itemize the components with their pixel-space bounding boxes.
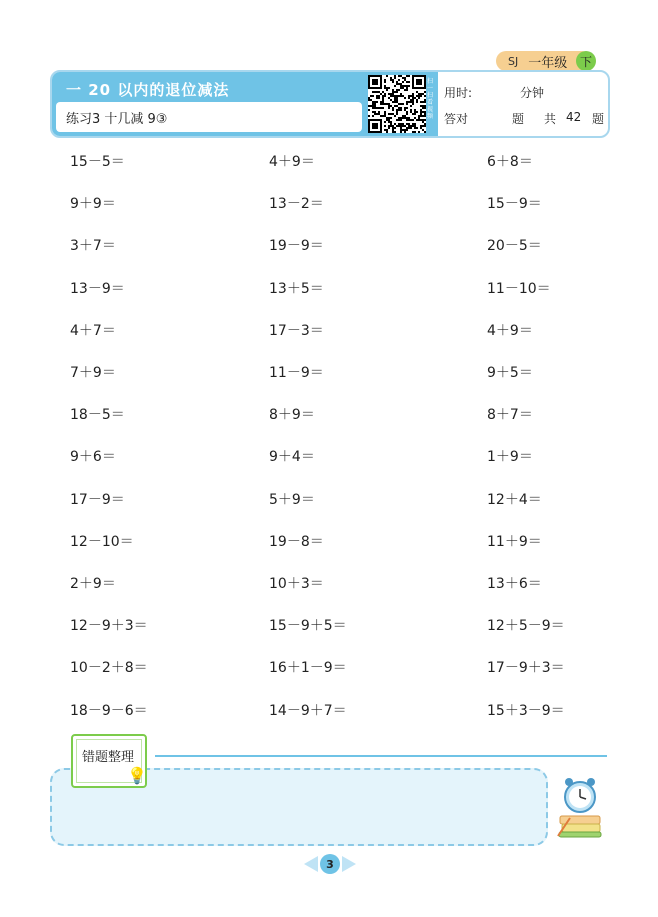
math-problem: 20－5＝ xyxy=(487,238,542,255)
header-left-panel xyxy=(52,72,438,136)
math-problem: 12＋4＝ xyxy=(487,491,542,508)
math-problem: 19－8＝ xyxy=(269,533,324,550)
math-problem: 10＋3＝ xyxy=(269,576,324,592)
total-count: 42 xyxy=(566,110,582,124)
math-problem: 8＋7＝ xyxy=(487,407,533,424)
math-problem: 9＋9＝ xyxy=(70,196,116,213)
qr-code-icon[interactable] xyxy=(368,75,426,133)
math-problem: 3＋7＝ xyxy=(70,238,116,255)
math-problem: 15－9＝ xyxy=(487,196,542,213)
time-unit: 分钟 xyxy=(520,86,545,100)
lesson-header xyxy=(50,70,610,138)
qr-code-graphic xyxy=(368,75,426,133)
math-problem: 11－10＝ xyxy=(487,280,551,297)
math-problem: 4＋7＝ xyxy=(70,322,116,339)
math-problem: 9＋5＝ xyxy=(487,365,533,381)
math-problem: 12－9＋3＝ xyxy=(70,618,148,635)
math-problem: 2＋9＝ xyxy=(70,576,116,592)
math-problem: 13＋6＝ xyxy=(487,576,542,592)
series-code: SJ xyxy=(508,54,519,68)
review-tag xyxy=(71,734,147,788)
qr-label: 扫一扫看视频 xyxy=(427,78,434,120)
review-label: 错题整理 xyxy=(82,750,135,765)
math-problem: 13－2＝ xyxy=(269,196,324,213)
math-problem: 17－9＋3＝ xyxy=(487,660,565,677)
math-problem: 8＋9＝ xyxy=(269,407,315,424)
math-problem: 17－9＝ xyxy=(70,491,125,508)
math-problem: 13＋5＝ xyxy=(269,280,324,297)
correct-unit: 题 xyxy=(512,112,525,126)
math-problem: 1＋9＝ xyxy=(487,449,533,466)
grade-badge xyxy=(496,51,592,71)
math-problem: 19－9＝ xyxy=(269,238,324,255)
math-problem: 12－10＝ xyxy=(70,533,134,550)
lesson-title: 练习3 十几减 9③ xyxy=(66,112,168,127)
math-problem: 18－9－6＝ xyxy=(70,702,148,719)
math-problem: 18－5＝ xyxy=(70,407,125,424)
math-problem: 11＋9＝ xyxy=(487,533,542,550)
clock-books-icon xyxy=(556,772,604,838)
page-number-badge xyxy=(304,852,356,876)
math-problem: 4＋9＝ xyxy=(487,322,533,339)
math-problem: 16＋1－9＝ xyxy=(269,660,347,677)
grade-label: 一年级 xyxy=(528,55,568,71)
math-problem: 15＋3－9＝ xyxy=(487,702,565,719)
score-panel xyxy=(442,76,606,132)
math-problem: 4＋9＝ xyxy=(269,154,315,170)
math-problem: 9＋4＝ xyxy=(269,449,315,466)
math-problem: 7＋9＝ xyxy=(70,365,116,381)
math-problem: 9＋6＝ xyxy=(70,449,116,466)
total-unit: 题 xyxy=(592,112,605,126)
math-problem: 15－5＝ xyxy=(70,154,125,170)
time-label: 用时: xyxy=(444,86,473,100)
unit-title: 一 20 以内的退位减法 xyxy=(66,81,230,99)
math-problem: 14－9＋7＝ xyxy=(269,702,347,719)
correct-label: 答对 xyxy=(444,112,469,126)
lightbulb-icon: 💡 xyxy=(127,766,147,785)
term-label: 下 xyxy=(576,51,596,71)
math-problem: 17－3＝ xyxy=(269,322,324,339)
total-prefix: 共 xyxy=(544,112,557,126)
lesson-box xyxy=(56,102,362,132)
math-problem: 6＋8＝ xyxy=(487,154,533,170)
math-problem: 5＋9＝ xyxy=(269,491,315,508)
math-problem: 13－9＝ xyxy=(70,280,125,297)
review-divider xyxy=(155,755,607,757)
page-number: 3 xyxy=(320,854,340,874)
math-problem: 11－9＝ xyxy=(269,365,324,381)
math-problem: 12＋5－9＝ xyxy=(487,618,565,635)
math-problem: 15－9＋5＝ xyxy=(269,618,347,635)
math-problem: 10－2＋8＝ xyxy=(70,660,148,677)
